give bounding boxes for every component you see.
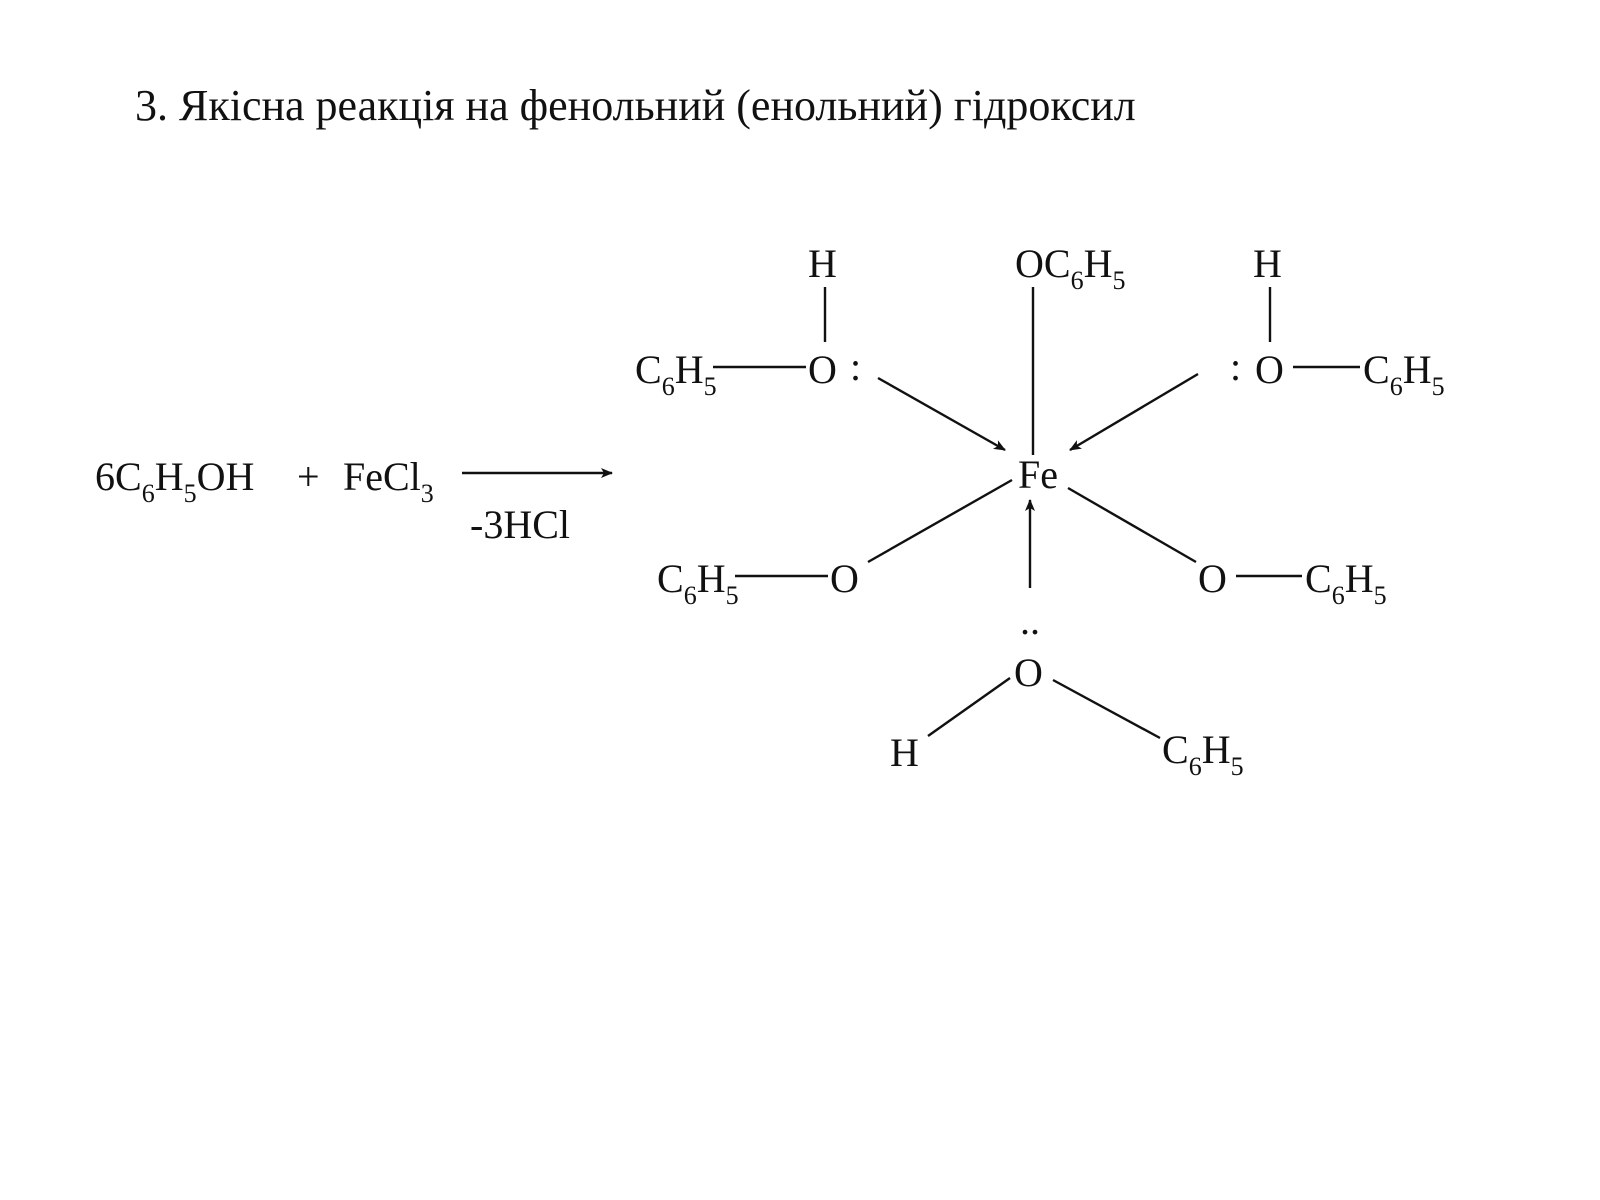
upper-left-coordinate-arrow [878, 378, 1005, 450]
reaction-arrow-label: -3HCl [470, 502, 570, 547]
upper-right-oxygen: O [1255, 347, 1284, 392]
upper-right-coordinate-arrow [1070, 374, 1198, 450]
lower-right-phenyl: $C_6H_5$ [1305, 556, 1387, 610]
upper-left-phenyl: $C_6H_5$ [635, 347, 717, 401]
ligand-top: $OC_6H_5$ [1015, 241, 1126, 295]
lower-right-fe-bond [1068, 488, 1196, 562]
lower-left-oxygen: O [830, 556, 859, 601]
upper-left-h: H [808, 241, 837, 286]
upper-right-phenyl: $C_6H_5$ [1363, 347, 1445, 401]
upper-left-lone-pair: : [850, 344, 862, 389]
bottom-h: H [890, 730, 919, 775]
lower-left-phenyl: $C_6H_5$ [657, 556, 739, 610]
reactant-phenol: $6C_6H_5OH$ [95, 454, 255, 508]
plus-sign: + [297, 454, 320, 499]
iron-complex [635, 241, 1445, 781]
upper-left-oxygen: O [808, 347, 837, 392]
upper-right-h: H [1253, 241, 1282, 286]
reaction-equation [95, 454, 612, 547]
upper-right-lone-pair: : [1230, 344, 1242, 389]
iron-atom: Fe [1018, 452, 1058, 497]
slide-title: 3. Якісна реакція на фенольний (енольний) гідроксил [135, 81, 1136, 130]
bottom-lone-pair: .. [1020, 598, 1040, 643]
bottom-oxygen: O [1014, 650, 1043, 695]
bottom-co-bond [1053, 680, 1160, 738]
lower-right-oxygen: O [1198, 556, 1227, 601]
bottom-phenyl: $C_6H_5$ [1162, 727, 1244, 781]
reactant-ferric-chloride: FeCl$_3$ [343, 454, 434, 508]
bottom-oh-bond [928, 678, 1010, 736]
lower-left-fe-bond [868, 480, 1012, 562]
